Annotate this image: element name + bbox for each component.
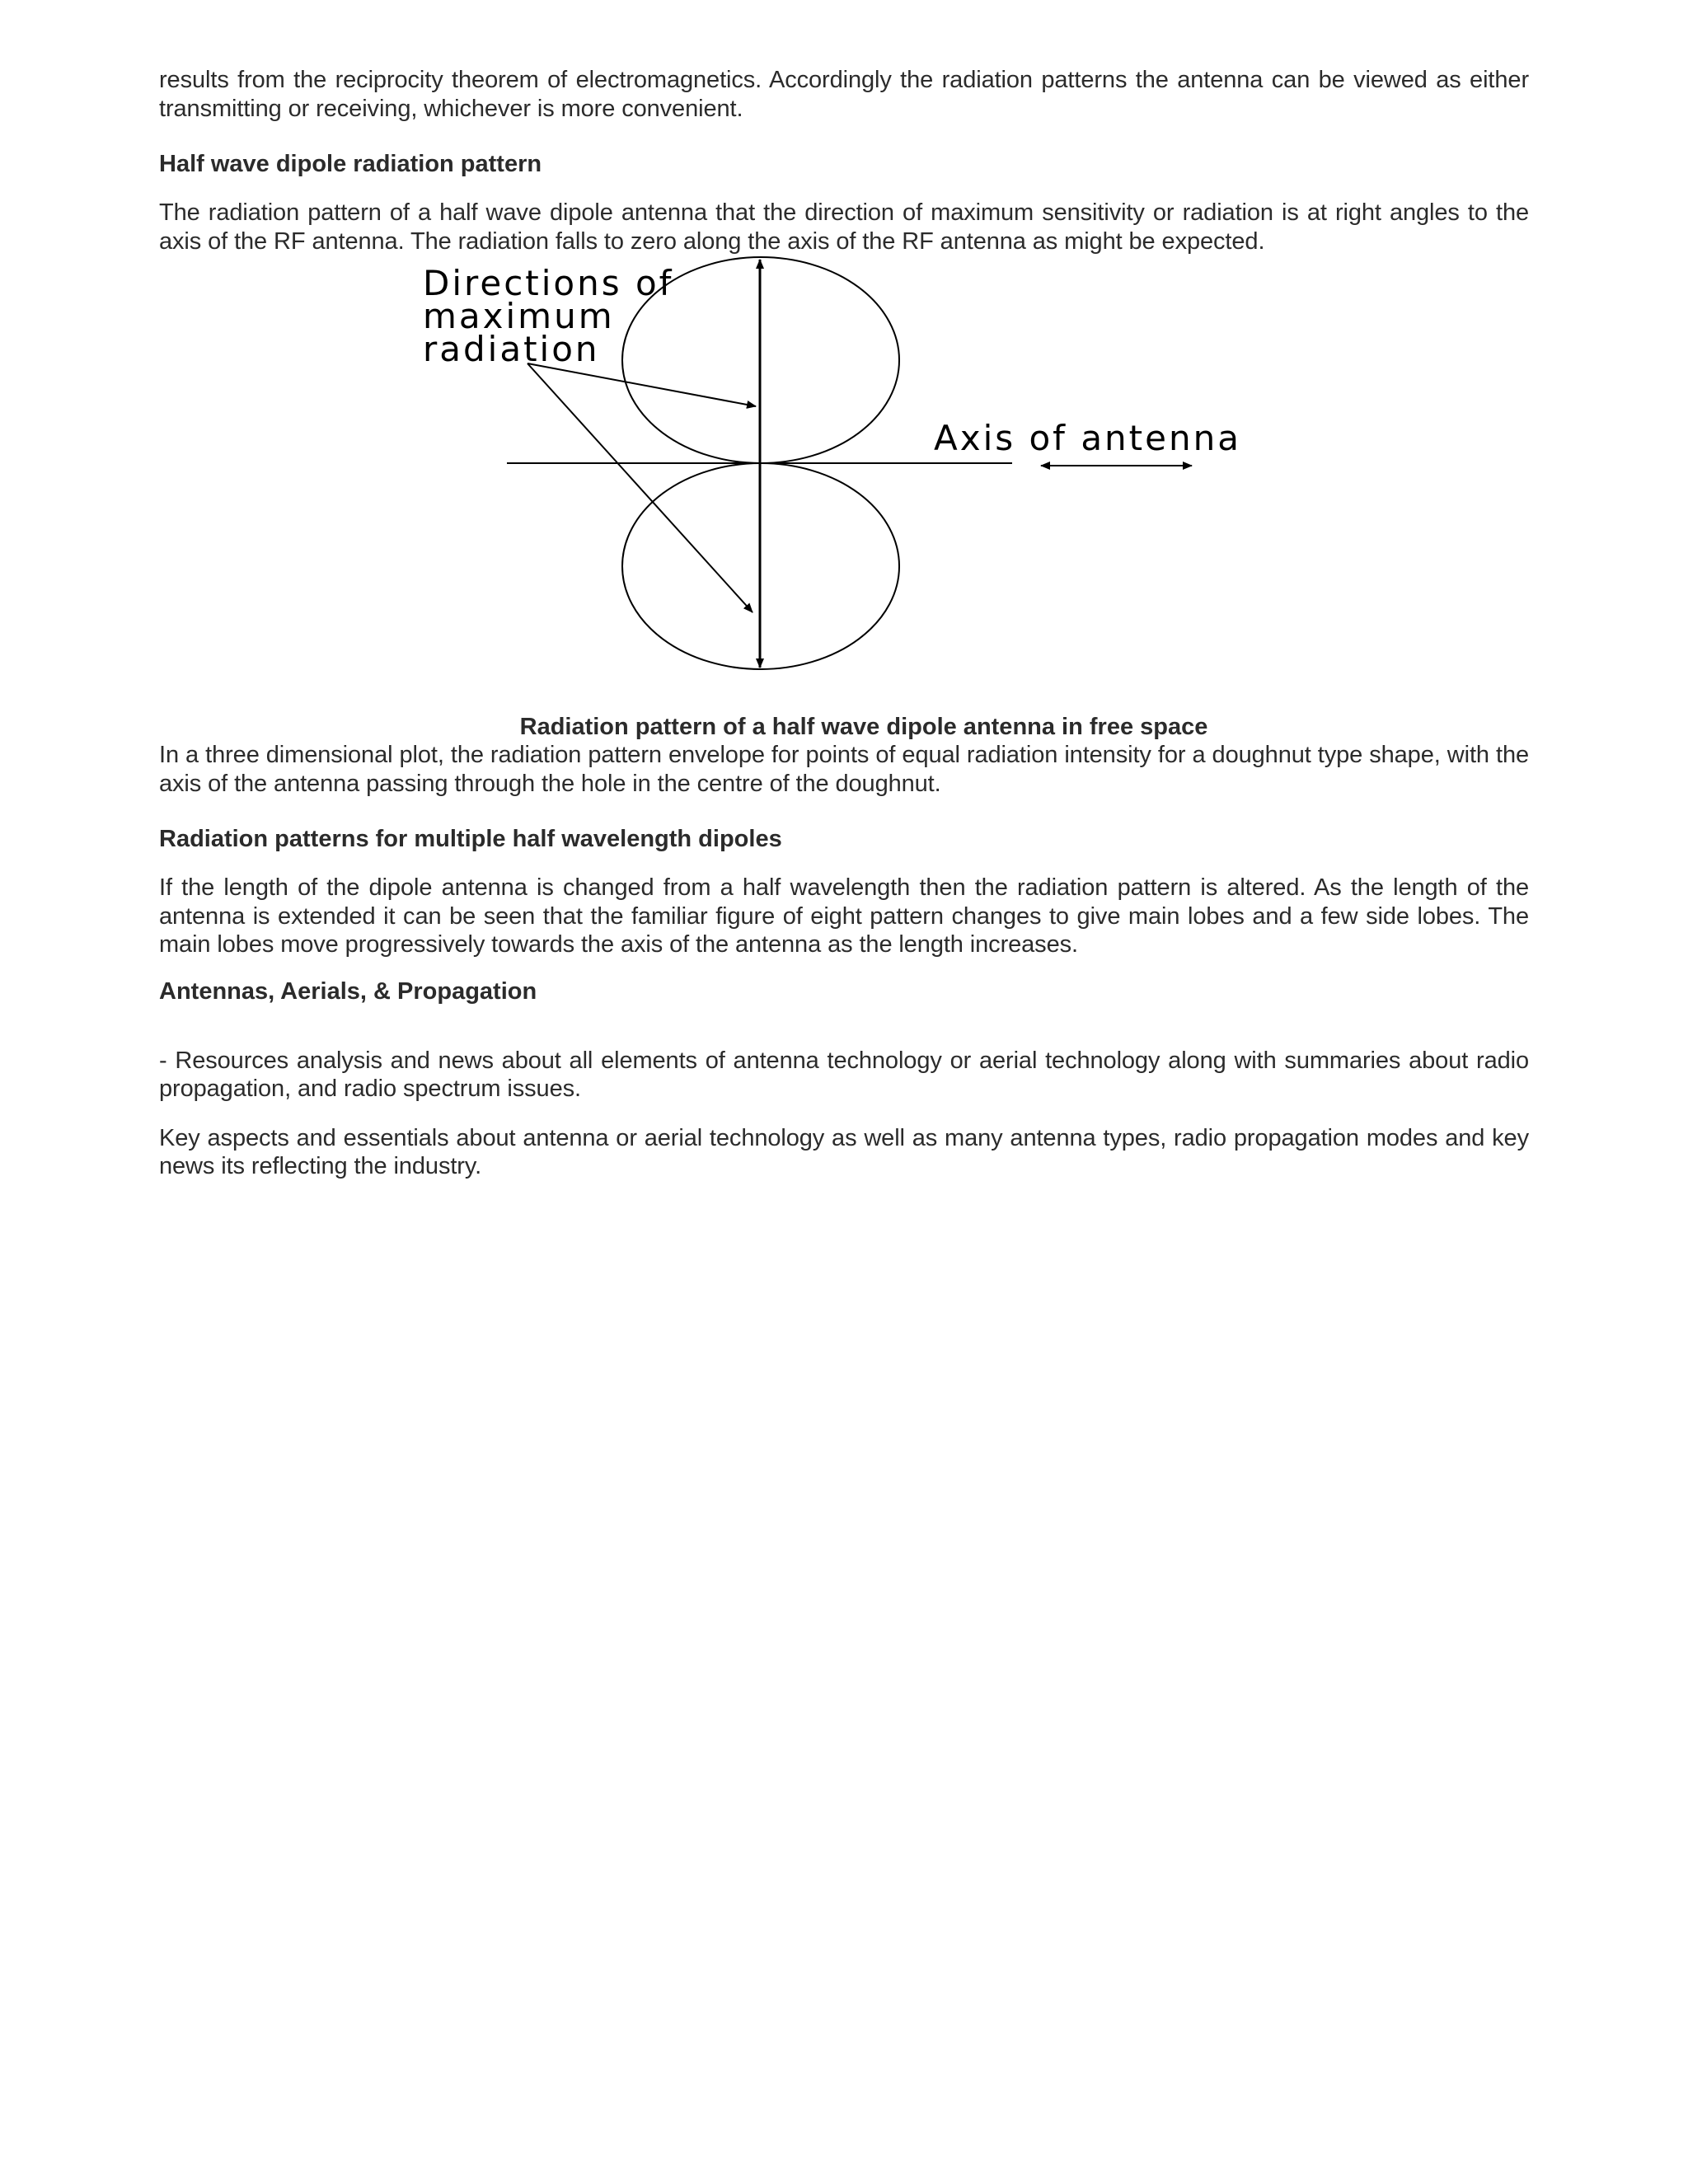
spacer [159,853,1529,874]
label-directions-line1: Directions of [423,263,674,303]
paragraph-reciprocity: results from the reciprocity theorem of electromagnetics. Accordingly the radiation patterns the antenna can be viewed as either transmitting or receiving, whichever is more convenient. [159,67,1529,122]
label-directions-line2: maximum [423,296,615,336]
paragraph-key-aspects: Key aspects and essentials about antenna or aerial technology as well as many antenna types, radio propagation modes and key news its reflecting the industry. [159,1124,1529,1179]
spacer [159,1005,1529,1047]
label-directions-line3: radiation [423,329,600,369]
spacer [159,178,1529,199]
pointer-arrow-lower [528,363,753,612]
paragraph-radiation-pattern: The radiation pattern of a half wave dipole antenna that the direction of maximum sensitivity or radiation is at right angles to the axis of the RF antenna. The radiation falls to zero along the axis of the RF antenna as might be expected. [159,199,1529,255]
heading-multiple-half-wavelength: Radiation patterns for multiple half wavelength dipoles [159,826,782,852]
pointer-arrow-upper [528,363,756,406]
heading-antennas-aerials: Antennas, Aerials, & Propagation [159,977,537,1005]
spacer [159,798,1529,825]
label-axis-of-antenna: Axis of antenna [934,418,1241,458]
heading-half-wave-dipole: Half wave dipole radiation pattern [159,151,542,177]
document-page [159,66,1529,1181]
figure-caption: Radiation pattern of a half wave dipole antenna in free space [519,714,1208,740]
spacer [159,123,1529,150]
paragraph-length-changed: If the length of the dipole antenna is changed from a half wavelength then the radiation pattern is altered. As the length of the antenna is extended it can be seen that the familiar figure of eight pattern changes to give main lobes and a few side lobes. The main lobes move progressively towards the axis of the antenna as the length increases. [159,874,1529,958]
dipole-radiation-diagram [159,255,1529,713]
spacer [159,959,1529,977]
paragraph-three-dimensional: In a three dimensional plot, the radiation pattern envelope for points of equal radiation intensity for a doughnut type shape, with the axis of the antenna passing through the hole in the centre of the doughnut. [159,742,1529,797]
paragraph-resources: - Resources analysis and news about all elements of antenna technology or aerial technology along with summaries about radio propagation, and radio spectrum issues. [159,1047,1529,1102]
spacer [159,1104,1529,1124]
diagram-svg [159,255,1529,713]
